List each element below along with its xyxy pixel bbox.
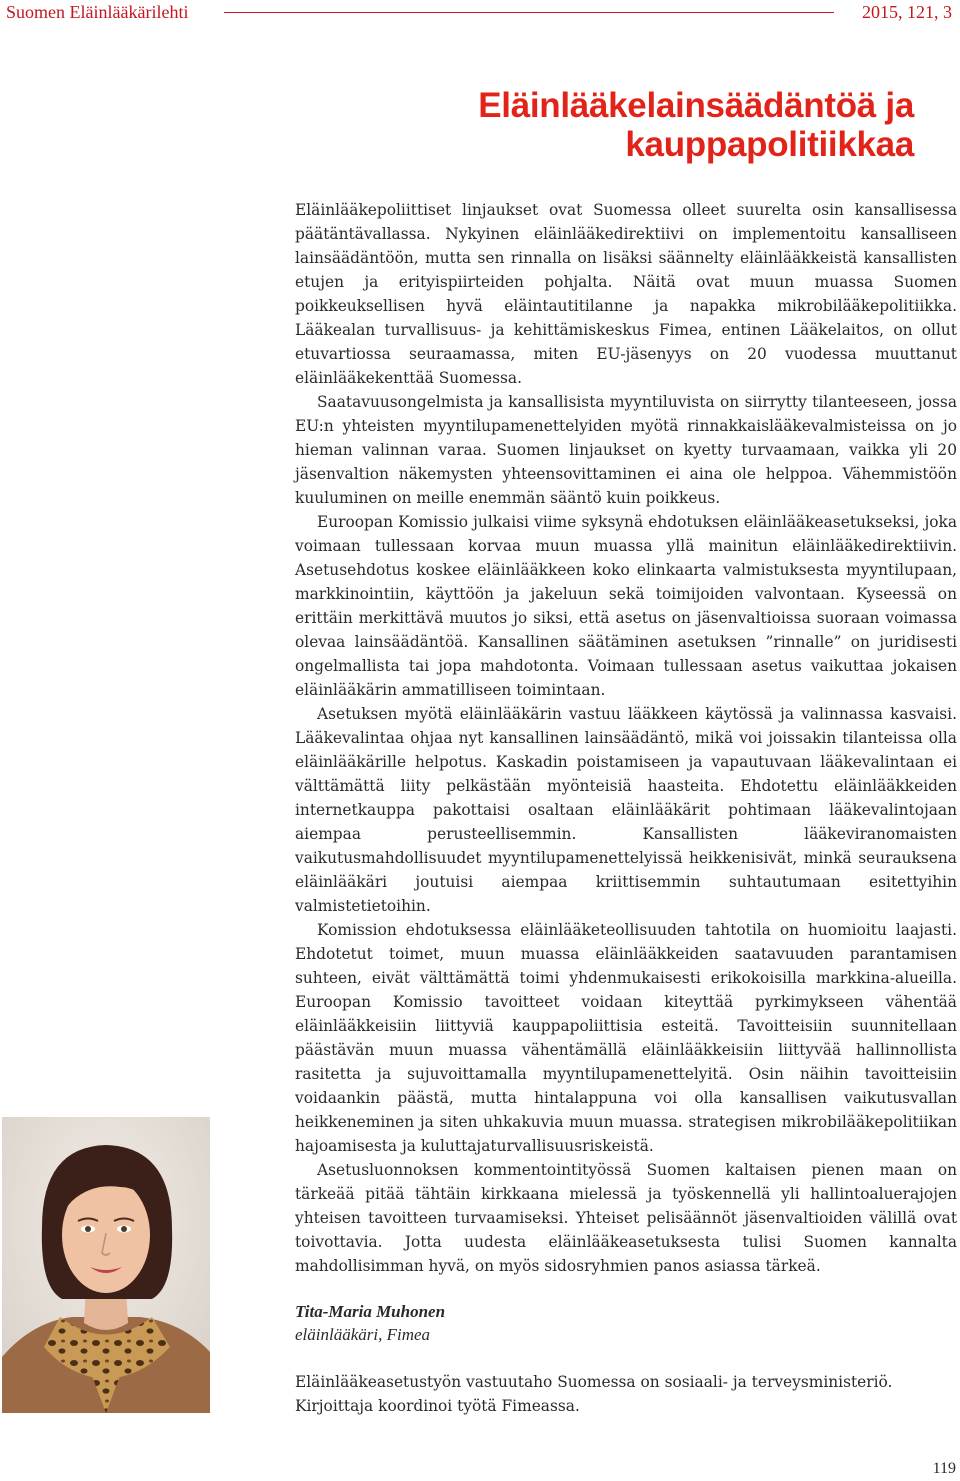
article-title: Eläinlääkelainsäädäntöä ja kauppapolitiikkaa [478, 86, 914, 164]
paragraph: Asetuksen myötä eläinlääkärin vastuu lääkkeen käytössä ja valinnassa kasvaisi. Lääkevalintaa ohjaa nyt kansallinen lainsäädäntö, mikä voi joissakin tilanteissa olla eläinlääkärille helpotus. Kaskadin poistamiseen ja vapautuvaan lääkevalintaan ei välttämättä liity pelkästään myönteisiä haasteita. Ehdotettu eläinlääkkeiden internetkauppa pakottaisi osaltaan eläinlääkärit pohtimaan lääkevalintojaan aiempaa perusteellisemmin. Kansallisten lääkeviranomaisten vaikutusmahdollisuudet myyntilupamenettelyissä heikkenisivät, minkä seurauksena eläinlääkäri joutuisi aiempaa kriittisemmin suhtautumaan esitettyihin valmistetietoihin. [295, 705, 957, 915]
paragraph: Komission ehdotuksessa eläinlääketeollisuuden tahtotila on huomioitu laajasti. Ehdotetut toimet, muun muassa eläinlääkkeiden saatavuuden parantamisen suhteen, eivät välttämättä toimi yhdenmukaisesti erikokoisilla markkina-alueilla. Euroopan Komissio tavoitteet voidaan kiteyttää pyrkimykseen vähentää eläinlääkkeisiin liittyviä kauppapoliittisia esteitä. Tavoitteisiin suunnitellaan päästävän muun muassa vähentämällä eläinlääkkeisiin liittyvää hallinnollista rasitetta ja sujuvoittamalla myyntilupamenettelyitä. Osin näihin tavoitteisiin voidaankin päästä, mutta hintalappuna voi olla kansallisen vaikutusvallan heikkeneminen ja siten uhkakuvia muun muassa. strategisen mikrobilääkepolitiikan hajoamisesta ja kuluttajaturvallisuusriskeistä. [295, 921, 957, 1155]
paragraph: Saatavuusongelmista ja kansallisista myyntiluvista on siirrytty tilanteeseen, jossa EU:n yhteisten myyntilupamenettelyiden myötä rinnakkaislääkevalmisteissa on jo hieman valinnan varaa. Suomen linjaukset on kyetty turvaamaan, vaikka yli 20 jäsenvaltion näkemysten yhteensovittaminen ei aina ole helppoa. Vähemmistöön kuuluminen on meille enemmän sääntö kuin poikkeus. [295, 393, 957, 507]
author-note: Eläinlääkeasetustyön vastuutaho Suomessa on sosiaali- ja terveysministeriö. Kirjoittaja koordinoi työtä Fimeassa. [295, 1373, 893, 1415]
article-body [295, 198, 957, 1278]
author-photo [2, 1117, 210, 1413]
paragraph: Asetusluonnoksen kommentointityössä Suomen kaltaisen pienen maan on tärkeää pitää tähtäin kirkkaana mielessä ja työskennellä yli hallintoaluerajojen yhteisen tavoitteen turvaamiseksi. Yhteiset pelisäännöt jäsenvaltioiden välillä ovat toivottavia. Jotta uudesta eläinlääkeasetuksesta tulisi Suomen kannalta mahdollisimman hyvä, on myös sidosryhmien panos asiassa tärkeä. [295, 1161, 957, 1275]
portrait-illustration [2, 1117, 210, 1413]
paragraph: Euroopan Komissio julkaisi viime syksynä ehdotuksen eläinlääkeasetukseksi, joka voimaan tullessaan korvaa muun muassa yllä mainitun eläinlääkedirektiivin. Asetusehdotus koskee eläinlääkkeen koko elinkaarta valmistuksesta myyntilupaan, markkinointiin, käyttöön ja jakeluun sekä toimijoiden valvontaan. Kyseessä on erittäin merkittävä muutos jo siksi, että asetus on jäsenvaltioissa suoraan voimassa olevaa lainsäädäntöä. Kansallinen säätäminen asetuksen ”rinnalle” on juridisesti ongelmallista tai jopa mahdotonta. Voimaan tullessaan asetus vaikuttaa jokaisen eläinlääkärin ammatilliseen toimintaan. [295, 513, 957, 699]
journal-name: Suomen Eläinlääkärilehti [6, 2, 189, 22]
author-info [295, 1300, 445, 1346]
author-role: eläinlääkäri, Fimea [295, 1325, 431, 1344]
header-rule [224, 12, 834, 13]
author-name: Tita-Maria Muhonen [295, 1302, 446, 1321]
paragraph: Eläinlääkepoliittiset linjaukset ovat Suomessa olleet suurelta osin kansallisessa päätäntävallassa. Nykyinen eläinlääkedirektiivi on implementoitu kansalliseen lainsäädäntöön, mutta sen rinnalla on lisäksi säännelty eläinlääkkeistä kansallisten etujen ja erityispiirteiden pohjalta. Näitä ovat muun muassa Suomen poikkeuksellisen hyvä eläintautitilanne ja napakka mikrobilääkepolitiikka. Lääkealan turvallisuus- ja kehittämiskeskus Fimea, entinen Lääkelaitos, on ollut etuvartiossa seuraamassa, miten EU-jäsenyys on 20 vuodessa muuttanut eläinlääkekenttää Suomessa. [295, 201, 957, 387]
page-number: 119 [932, 1460, 956, 1477]
issue-info: 2015, 121, 3 [862, 2, 952, 22]
